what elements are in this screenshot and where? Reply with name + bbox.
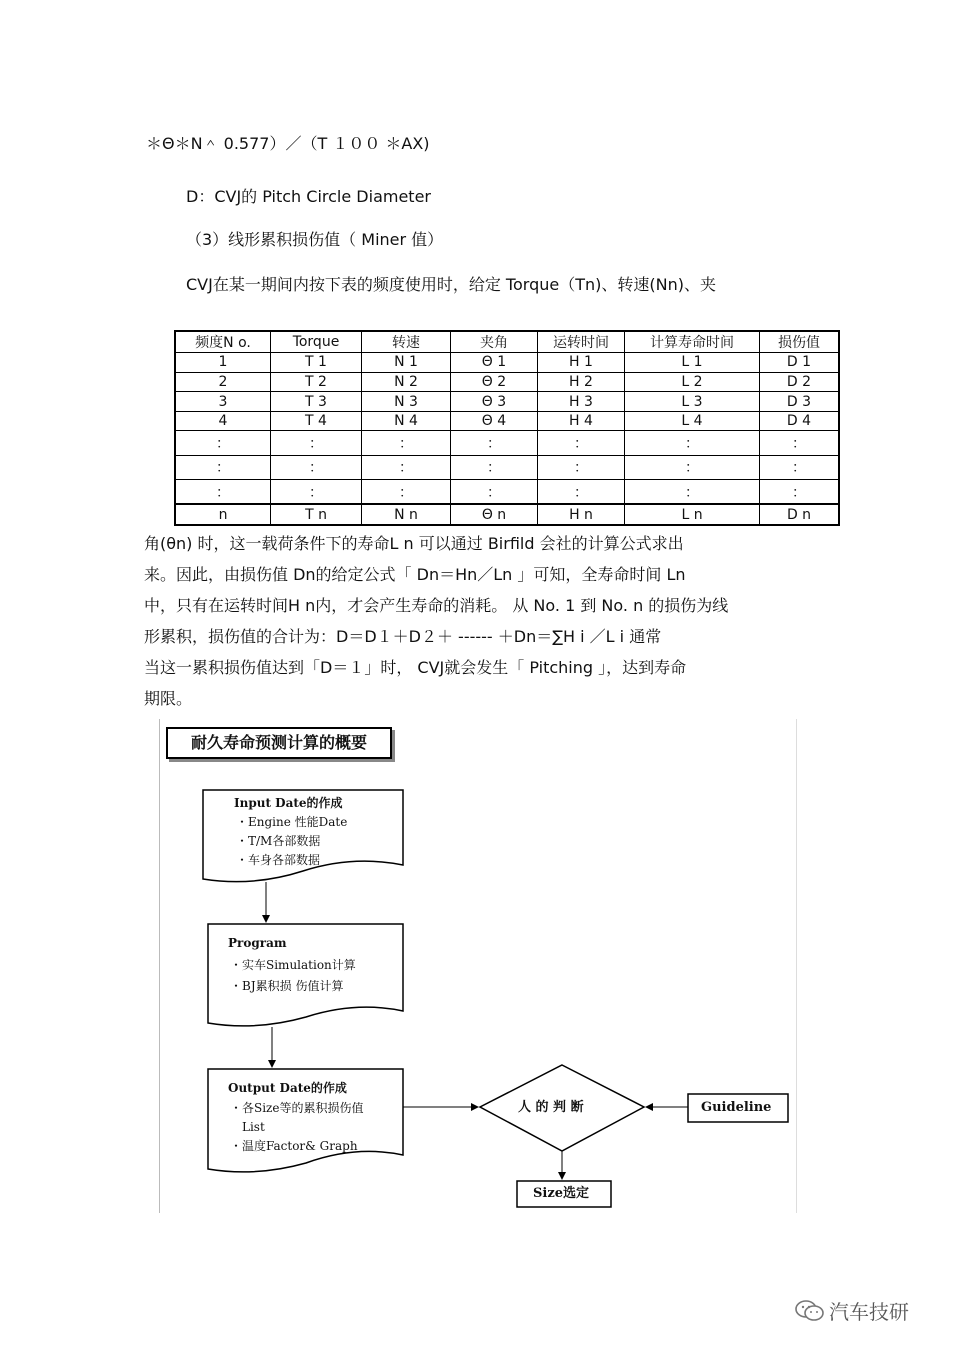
- table-cell: ：: [538, 455, 625, 479]
- figure-title: 耐久寿命预测计算的概要: [166, 727, 392, 759]
- output-box-item: ・各Size等的累积损伤值: [230, 1101, 364, 1115]
- program-box-item: ・BJ累积损 伤值计算: [230, 979, 344, 993]
- table-row: [175, 479, 839, 504]
- table-cell: ：: [271, 431, 362, 455]
- table-cell: 1: [175, 353, 271, 373]
- table-cell: T 3: [271, 392, 362, 412]
- table-row: [175, 504, 839, 525]
- col-header: 损伤值: [760, 331, 840, 353]
- table-cell: T 2: [271, 372, 362, 392]
- table-row: [175, 392, 839, 412]
- table-cell: ：: [451, 431, 538, 455]
- body-paragraph: [144, 528, 814, 714]
- col-header: 夹角: [451, 331, 538, 353]
- input-box-title: Input Date的作成: [234, 796, 343, 810]
- table-cell: T 4: [271, 411, 362, 431]
- table-cell: L 2: [625, 372, 760, 392]
- program-box-item: ・实车Simulation计算: [230, 958, 356, 972]
- table-cell: ：: [175, 455, 271, 479]
- table-row: [175, 372, 839, 392]
- table-cell: Θ 1: [451, 353, 538, 373]
- table-cell: D 1: [760, 353, 840, 373]
- table-cell: H 4: [538, 411, 625, 431]
- table-cell: D 3: [760, 392, 840, 412]
- table-cell: ：: [625, 455, 760, 479]
- paragraph-line: 来。因此，由损伤值 Dn的给定公式「 Dn＝Hn／Ln 」可知，全寿命时间 Ln: [144, 565, 686, 584]
- table-cell: L 3: [625, 392, 760, 412]
- watermark-text: 汽车技研: [829, 1300, 909, 1324]
- table-cell: N n: [362, 504, 451, 525]
- input-box-item: ・Engine 性能Date: [236, 815, 348, 829]
- table-cell: Θ 2: [451, 372, 538, 392]
- input-box-item: ・车身各部数据: [236, 853, 321, 867]
- paragraph-line: 角(θn) 时，这一载荷条件下的寿命L n 可以通过 Birfild 会社的计算公式求出: [144, 534, 684, 553]
- col-header: Torque: [271, 331, 362, 353]
- table-cell: N 3: [362, 392, 451, 412]
- output-box-title: Output Date的作成: [228, 1081, 347, 1095]
- section-3-heading: （3）线形累积损伤值（ Miner 值）: [186, 230, 444, 249]
- table-cell: T n: [271, 504, 362, 525]
- table-cell: D 2: [760, 372, 840, 392]
- table-cell: D 4: [760, 411, 840, 431]
- table-cell: ：: [760, 455, 840, 479]
- table-row: [175, 431, 839, 455]
- watermark: [795, 1296, 909, 1328]
- flowchart-figure: [159, 719, 797, 1213]
- table-cell: ：: [625, 479, 760, 504]
- table-cell: ：: [625, 431, 760, 455]
- program-box-title: Program: [228, 936, 287, 950]
- table-cell: ：: [362, 479, 451, 504]
- d-definition-line: D：CVJ的 Pitch Circle Diameter: [186, 187, 431, 206]
- table-cell: H n: [538, 504, 625, 525]
- decision-label: 人 的 判 断: [518, 1100, 584, 1115]
- table-cell: ：: [760, 479, 840, 504]
- paragraph-line: 中，只有在运转时间H n内，才会产生寿命的消耗。 从 No. 1 到 No. n 的损伤为线: [144, 596, 729, 615]
- formula-line: ＊Θ＊N＾ 0.577）／（T １００ ＊AX): [146, 134, 430, 153]
- table-cell: ：: [362, 431, 451, 455]
- table-cell: ：: [271, 479, 362, 504]
- col-header: 转速: [362, 331, 451, 353]
- input-box-item: ・T/M各部数据: [236, 834, 321, 848]
- table-cell: ：: [760, 431, 840, 455]
- table-cell: H 2: [538, 372, 625, 392]
- table-cell: 4: [175, 411, 271, 431]
- table-cell: N 1: [362, 353, 451, 373]
- paragraph-line: 当这一累积损伤值达到「D＝１」时， CVJ就会发生「 Pitching 」，达到寿命: [144, 658, 687, 677]
- table-cell: n: [175, 504, 271, 525]
- table-cell: ：: [451, 455, 538, 479]
- wechat-icon: [795, 1299, 825, 1328]
- paragraph-line: 形累积，损伤值的合计为：D＝D１＋D２＋ ------ ＋Dn＝∑H i ／L i 通常: [144, 627, 662, 646]
- col-header: 计算寿命时间: [625, 331, 760, 353]
- table-cell: 3: [175, 392, 271, 412]
- table-cell: N 2: [362, 372, 451, 392]
- col-header: 运转时间: [538, 331, 625, 353]
- table-cell: H 1: [538, 353, 625, 373]
- table-cell: Θ 3: [451, 392, 538, 412]
- table-cell: ：: [271, 455, 362, 479]
- table-cell: ：: [538, 431, 625, 455]
- table-cell: Θ n: [451, 504, 538, 525]
- table-cell: 2: [175, 372, 271, 392]
- table-cell: ：: [362, 455, 451, 479]
- table-cell: D n: [760, 504, 840, 525]
- table-header-row: [175, 331, 839, 353]
- intro-line: CVJ在某一期间内按下表的频度使用时，给定 Torque（Tn)、转速(Nn)、夹: [186, 275, 716, 294]
- table-cell: ：: [538, 479, 625, 504]
- frequency-table: [174, 330, 840, 526]
- guideline-label: Guideline: [701, 1100, 772, 1115]
- table-row: [175, 353, 839, 373]
- table-cell: Θ 4: [451, 411, 538, 431]
- table-row: [175, 411, 839, 431]
- table-cell: T 1: [271, 353, 362, 373]
- col-header: 频度N o.: [175, 331, 271, 353]
- table-cell: ：: [175, 479, 271, 504]
- table-cell: L 1: [625, 353, 760, 373]
- table-cell: N 4: [362, 411, 451, 431]
- size-select-label: Size选定: [533, 1186, 589, 1201]
- output-box-item: List: [242, 1120, 265, 1134]
- table-row: [175, 455, 839, 479]
- table-cell: L n: [625, 504, 760, 525]
- table-cell: H 3: [538, 392, 625, 412]
- output-box-item: ・温度Factor& Graph: [230, 1139, 358, 1153]
- table-cell: ：: [175, 431, 271, 455]
- paragraph-line: 期限。: [144, 689, 193, 708]
- table-cell: L 4: [625, 411, 760, 431]
- table-cell: ：: [451, 479, 538, 504]
